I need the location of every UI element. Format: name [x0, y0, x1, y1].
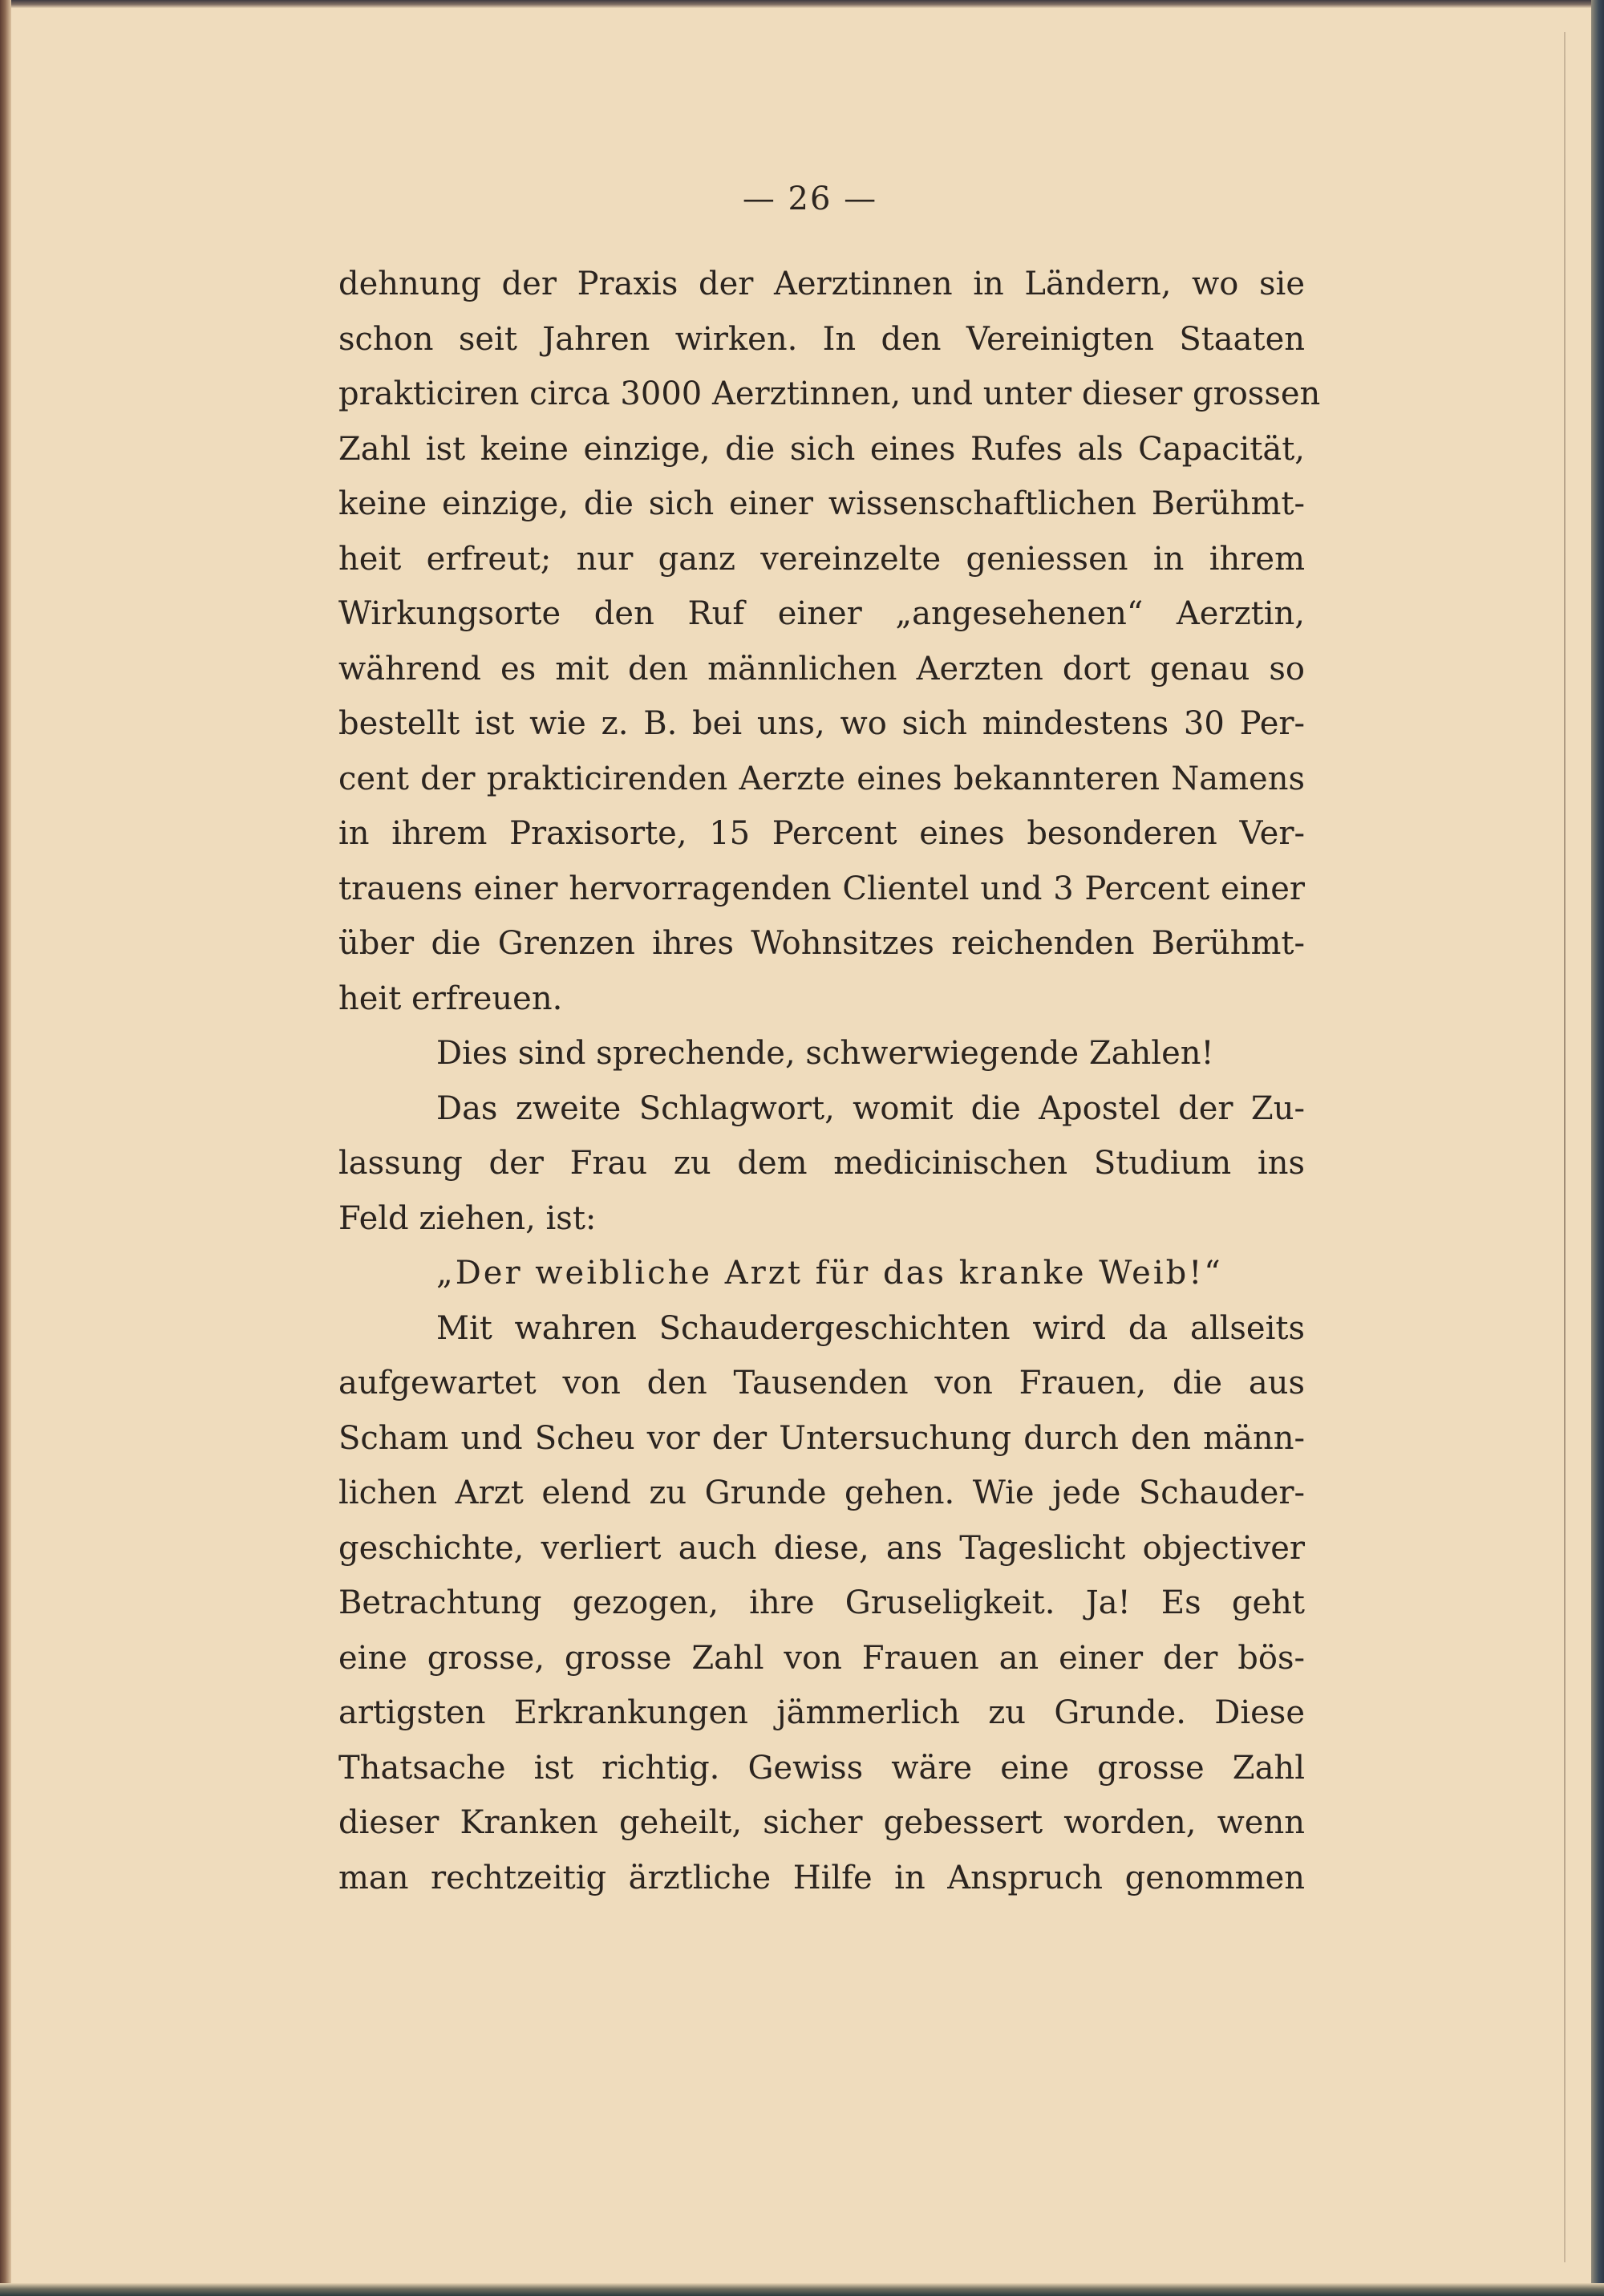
text-line: Wirkungsorte den Ruf einer „angesehenen“ Aerztin,	[338, 595, 1305, 632]
body-text	[338, 257, 1321, 1905]
text-line: cent der prakticirenden Aerzte eines bekannteren Namens	[338, 760, 1305, 797]
text-line: in ihrem Praxisorte, 15 Percent eines besonderen Ver-	[338, 815, 1305, 852]
text-line: eine grosse, grosse Zahl von Frauen an einer der bös-	[338, 1639, 1305, 1677]
text-line: Scham und Scheu vor der Untersuchung durch den männ-	[338, 1419, 1305, 1457]
text-line: „Der weibliche Arzt für das kranke Weib!“	[436, 1255, 1223, 1292]
text-line: prakticiren circa 3000 Aerztinnen, und unter dieser grossen	[338, 375, 1321, 412]
text-line: über die Grenzen ihres Wohnsitzes reichenden Berühmt-	[338, 925, 1305, 962]
text-line: aufgewartet von den Tausenden von Frauen, die aus	[338, 1365, 1305, 1402]
text-line: Thatsache ist richtig. Gewiss wäre eine grosse Zahl	[338, 1749, 1305, 1787]
text-line: lichen Arzt elend zu Grunde gehen. Wie jede Schauder-	[338, 1475, 1305, 1511]
text-line: trauens einer hervorragenden Clientel und 3 Percent einer	[338, 870, 1305, 907]
text-line: Mit wahren Schaudergeschichten wird da allseits	[436, 1309, 1305, 1347]
page-top-edge	[0, 0, 1604, 8]
text-line: lassung der Frau zu dem medicinischen Studium ins	[338, 1145, 1305, 1182]
text-line: Dies sind sprechende, schwerwiegende Zahlen!	[436, 1035, 1214, 1072]
text-line: dehnung der Praxis der Aerztinnen in Ländern, wo sie	[338, 266, 1305, 302]
text-line: Zahl ist keine einzige, die sich eines Rufes als Capacität,	[338, 430, 1305, 468]
text-line: Betrachtung gezogen, ihre Gruseligkeit. Ja! Es geht	[338, 1584, 1305, 1621]
book-binding-edge	[1591, 0, 1604, 2296]
text-line: während es mit den männlichen Aerzten dort genau so	[338, 650, 1305, 688]
text-line: Feld ziehen, ist:	[338, 1199, 597, 1237]
page-number: — 26 —	[742, 181, 878, 217]
text-line: Das zweite Schlagwort, womit die Apostel der Zu-	[436, 1089, 1305, 1127]
text-line: man rechtzeitig ärztliche Hilfe in Anspruch genommen	[338, 1859, 1305, 1896]
text-line: keine einzige, die sich einer wissenschaftlichen Berühmt-	[338, 485, 1305, 522]
text-line: bestellt ist wie z. B. bei uns, wo sich mindestens 30 Per-	[338, 705, 1305, 742]
text-line: dieser Kranken geheilt, sicher gebessert worden, wenn	[338, 1804, 1305, 1841]
text-line: heit erfreuen.	[338, 980, 563, 1017]
text-line: heit erfreut; nur ganz vereinzelte geniessen in ihrem	[338, 540, 1305, 578]
text-line: artigsten Erkrankungen jämmerlich zu Grunde. Diese	[338, 1694, 1305, 1731]
page-bottom-edge	[0, 2283, 1604, 2296]
text-line: geschichte, verliert auch diese, ans Tageslicht objectiver	[338, 1529, 1305, 1567]
page-left-edge	[0, 0, 11, 2296]
text-line: schon seit Jahren wirken. In den Vereinigten Staaten	[338, 320, 1305, 358]
page-gutter-line	[1564, 32, 1566, 2262]
